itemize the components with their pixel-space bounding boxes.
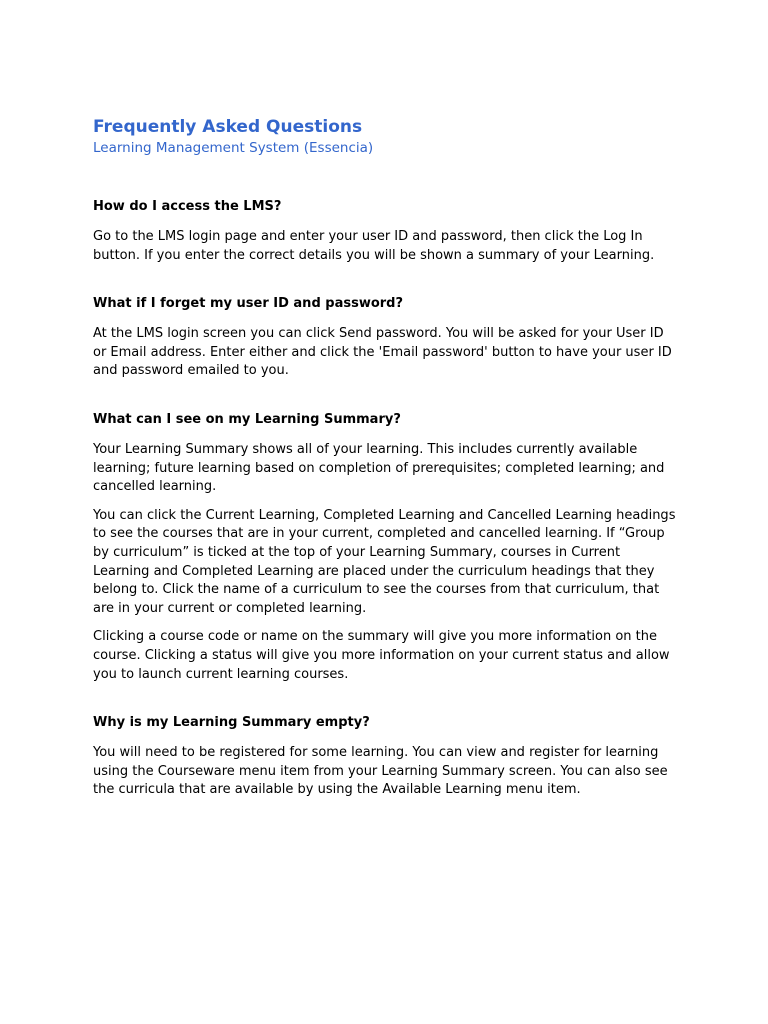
faq-answer: Go to the LMS login page and enter your user ID and password, then click the Log In button. If you enter the correct details you will be shown a summary of your Learning.	[93, 229, 655, 263]
page-title: Frequently Asked Questions	[93, 117, 363, 137]
faq-item-learning-summary	[93, 411, 678, 684]
faq-question: What if I forget my user ID and password?	[93, 296, 404, 312]
faq-item-forgot-credentials	[93, 295, 678, 381]
faq-answer: You will need to be registered for some learning. You can view and register for learning using the Courseware menu item from your Learning Summary screen. You can also see the curricula that are available by using the Available Learning menu item.	[93, 745, 668, 798]
faq-item-empty-summary	[93, 714, 678, 800]
page-subtitle: Learning Management System (Essencia)	[93, 140, 374, 156]
faq-answer: Your Learning Summary shows all of your learning. This includes currently available learning; future learning based on completion of prerequisites; completed learning; and cancelled learning.	[93, 441, 665, 495]
faq-question: Why is my Learning Summary empty?	[93, 715, 370, 731]
faq-question: What can I see on my Learning Summary?	[93, 411, 401, 427]
faq-item-access-lms	[93, 198, 678, 265]
faq-answer: At the LMS login screen you can click Send password. You will be asked for your User ID or Email address. Enter either and click the 'Email password' button to have your user ID and password emailed to you.	[93, 326, 672, 379]
faq-answer: Clicking a course code or name on the summary will give you more information on the course. Clicking a status will give you more information on your current status and allow you to launch current learning courses.	[93, 629, 670, 682]
faq-question: How do I access the LMS?	[93, 199, 282, 214]
faq-list	[93, 198, 678, 800]
faq-answer: You can click the Current Learning, Completed Learning and Cancelled Learning headings to see the courses that are in your current, completed and cancelled learning. If “Group by curriculum” is ticked at the top of your Learning Summary, courses in Current Learning and Completed Learning are placed under the curriculum headings that they belong to. Click the name of a curriculum to see the courses from that curriculum, that are in your current or completed learning.	[93, 507, 676, 616]
